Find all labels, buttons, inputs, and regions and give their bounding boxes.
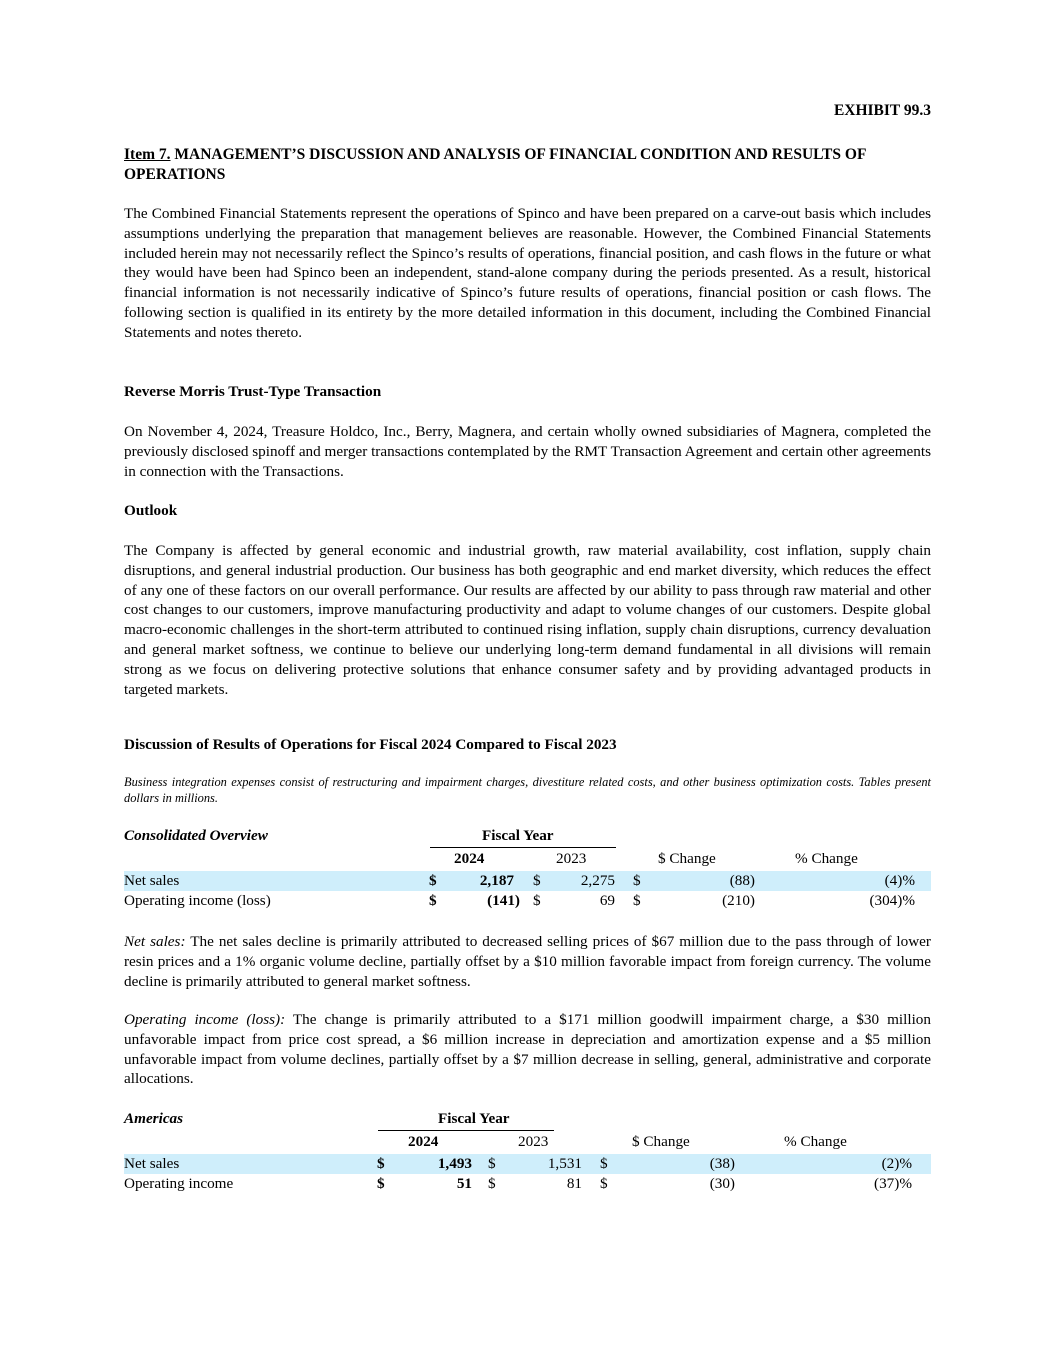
exhibit-label: EXHIBIT 99.3 bbox=[833, 102, 931, 119]
operating-income-paragraph bbox=[124, 1010, 931, 1089]
row-label: Operating income bbox=[124, 1175, 234, 1192]
fiscal-year-underline bbox=[430, 847, 616, 848]
col-header-2023: 2023 bbox=[518, 1133, 549, 1150]
consolidated-title: Consolidated Overview bbox=[124, 827, 268, 844]
currency-symbol: $ bbox=[533, 872, 541, 889]
currency-symbol: $ bbox=[633, 872, 641, 889]
currency-symbol: $ bbox=[429, 872, 437, 889]
row-label: Net sales bbox=[124, 872, 180, 889]
discussion-note: Business integration expenses consist of restructuring and impairment charges, divestiture related costs, and other business optimization costs. Tables present dollars in millions. bbox=[124, 775, 931, 805]
row-label: Operating income (loss) bbox=[124, 892, 271, 909]
value-2024: 2,187 bbox=[479, 872, 514, 889]
section-title: MANAGEMENT’S DISCUSSION AND ANALYSIS OF FINANCIAL CONDITION AND RESULTS OF OPERATIONS bbox=[124, 146, 866, 183]
value-2023: 69 bbox=[599, 892, 615, 909]
col-header-2023: 2023 bbox=[556, 850, 587, 867]
value-2024: 1,493 bbox=[437, 1155, 472, 1172]
percent-change: (2)% bbox=[881, 1155, 912, 1172]
currency-symbol: $ bbox=[533, 892, 541, 909]
col-header-dollar-change: $ Change bbox=[658, 850, 716, 867]
col-header-2024: 2024 bbox=[454, 850, 485, 867]
item-number: Item 7. bbox=[124, 146, 171, 163]
percent-change: (304)% bbox=[869, 892, 915, 909]
table-row bbox=[124, 1174, 931, 1194]
operating-income-text: The change is primarily attributed to a $171 million goodwill impairment charge, a $30 million unfavorable impact from price cost spread, a $6 million increase in depreciation and amortization expense and a $5 million unfavorable impact from volume declines, partially offset by a $7 million decrease in selling, general, administrative and corporate allocations. bbox=[124, 1011, 931, 1088]
value-2024: (141) bbox=[487, 892, 520, 909]
dollar-change: (38) bbox=[709, 1155, 735, 1172]
dollar-change: (88) bbox=[729, 872, 755, 889]
fiscal-year-header: Fiscal Year bbox=[438, 1110, 510, 1127]
value-2023: 1,531 bbox=[547, 1155, 582, 1172]
outlook-paragraph: The Company is affected by general economic and industrial growth, raw material availability, cost inflation, supply chain disruptions, and general industrial production. Our business has both geographic and end market diversity, which reduces the effect of any one of these factors on our overall performance. Our results are affected by our ability to pass through raw material and other cost changes to our customers, improve manufacturing productivity and adapt to volume changes of our customers. Despite global macro-economic challenges in the short-term attributed to continued rising inflation, supply chain disruptions, currency devaluation and general market softness, we continue to believe our underlying long-term demand fundamental in all divisions will remain strong as we focus on delivering protective solutions that enhance consumer safety and by providing advantaged products in targeted markets. bbox=[124, 542, 931, 698]
col-header-dollar-change: $ Change bbox=[632, 1133, 690, 1150]
discussion-heading: Discussion of Results of Operations for Fiscal 2024 Compared to Fiscal 2023 bbox=[124, 736, 617, 753]
net-sales-text: The net sales decline is primarily attributed to decreased selling prices of $67 million due to the pass through of lower resin prices and a 1% organic volume decline, partially offset by a $10 million favorable impact from foreign currency. The volume decline is primarily attributed to general market softness. bbox=[124, 933, 931, 990]
outlook-heading: Outlook bbox=[124, 502, 178, 519]
rmt-heading: Reverse Morris Trust-Type Transaction bbox=[124, 383, 382, 400]
intro-paragraph: The Combined Financial Statements represent the operations of Spinco and have been prepared on a carve-out basis which includes assumptions underlying the preparation that management believes are reasonable. However, the Combined Financial Statements included herein may not necessarily reflect the Spinco’s results of operations, financial position, and cash flows in the future or what they would have been had Spinco been an independent, stand-alone company during the periods presented. As a result, historical financial information is not necessarily indicative of Spinco’s future results of operations, financial position or cash flows. The following section is qualified in its entirety by the more detailed information in this document, including the Combined Financial Statements and notes thereto. bbox=[124, 205, 931, 341]
row-label: Net sales bbox=[124, 1155, 180, 1172]
currency-symbol: $ bbox=[488, 1155, 496, 1172]
rmt-paragraph: On November 4, 2024, Treasure Holdco, Inc., Berry, Magnera, and certain wholly owned subsidiaries of Magnera, completed the previously disclosed spinoff and merger transactions contemplated by the RMT Transaction Agreement and certain other agreements in connection with the Transactions. bbox=[124, 423, 931, 480]
currency-symbol: $ bbox=[429, 892, 437, 909]
value-2024: 51 bbox=[456, 1175, 472, 1192]
table-row bbox=[124, 891, 931, 911]
section-heading bbox=[124, 145, 931, 185]
value-2023: 81 bbox=[566, 1175, 582, 1192]
currency-symbol: $ bbox=[600, 1155, 608, 1172]
americas-title: Americas bbox=[124, 1110, 184, 1127]
currency-symbol: $ bbox=[633, 892, 641, 909]
percent-change: (37)% bbox=[874, 1175, 912, 1192]
currency-symbol: $ bbox=[488, 1175, 496, 1192]
col-header-percent-change: % Change bbox=[795, 850, 858, 867]
col-header-2024: 2024 bbox=[408, 1133, 439, 1150]
percent-change: (4)% bbox=[884, 872, 915, 889]
currency-symbol: $ bbox=[377, 1155, 385, 1172]
table-row bbox=[124, 1154, 931, 1174]
net-sales-label: Net sales: bbox=[124, 933, 186, 950]
fiscal-year-underline bbox=[378, 1130, 554, 1131]
col-header-percent-change: % Change bbox=[784, 1133, 847, 1150]
fiscal-year-header: Fiscal Year bbox=[482, 827, 554, 844]
table-row bbox=[124, 871, 931, 891]
currency-symbol: $ bbox=[600, 1175, 608, 1192]
operating-income-label: Operating income (loss): bbox=[124, 1011, 286, 1028]
dollar-change: (210) bbox=[722, 892, 755, 909]
dollar-change: (30) bbox=[709, 1175, 735, 1192]
currency-symbol: $ bbox=[377, 1175, 385, 1192]
value-2023: 2,275 bbox=[580, 872, 615, 889]
net-sales-paragraph bbox=[124, 932, 931, 991]
